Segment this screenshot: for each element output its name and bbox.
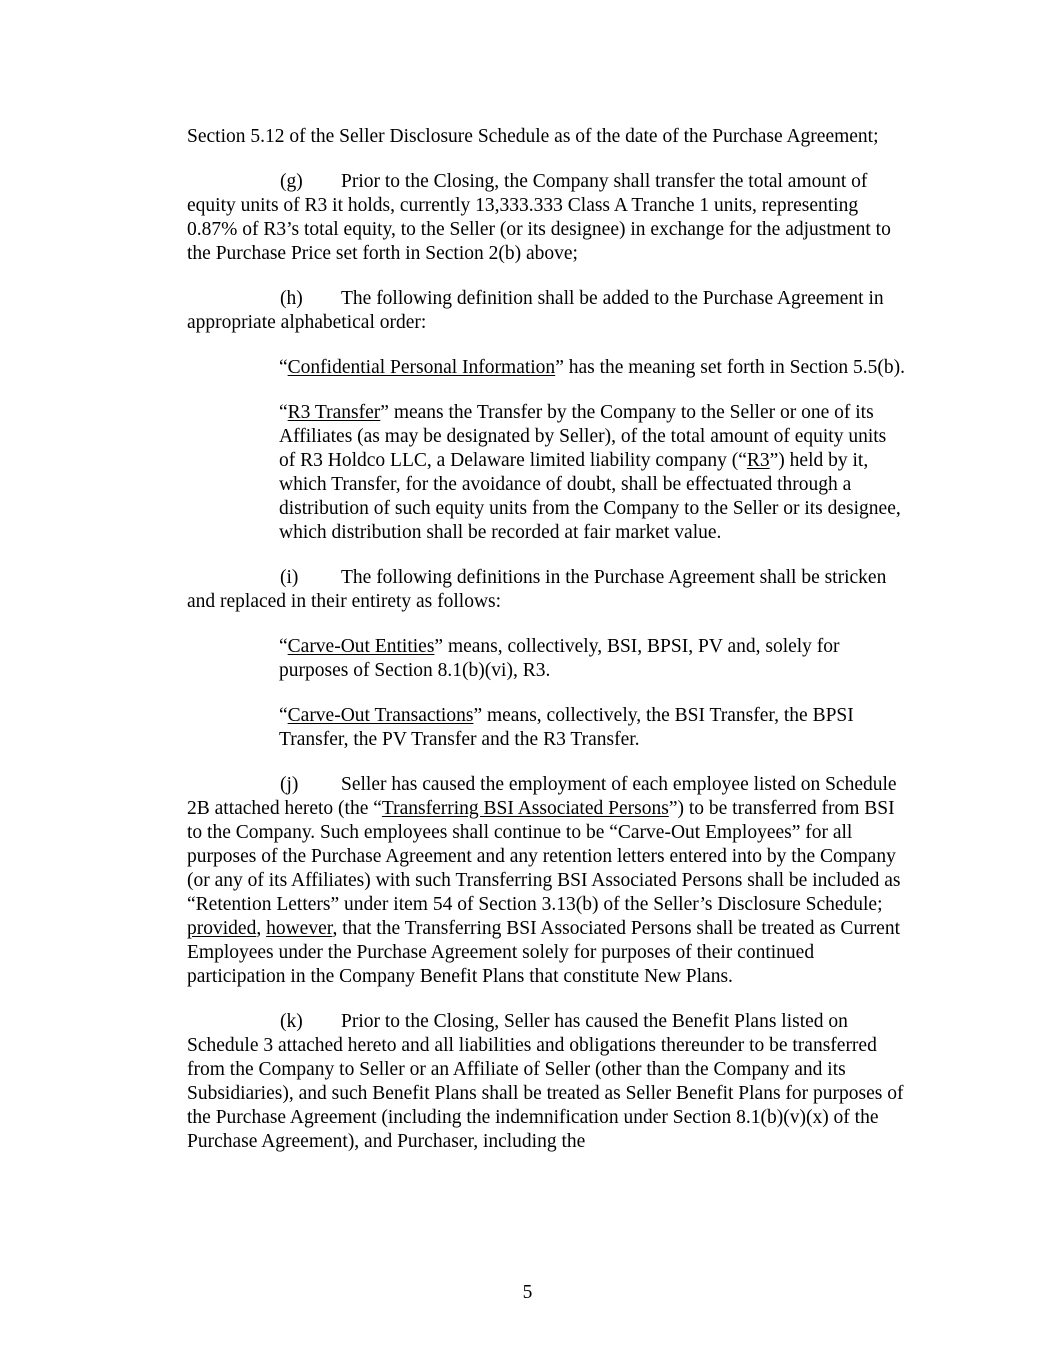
paragraph-number: (j) xyxy=(280,774,299,795)
open-quote: “ xyxy=(279,402,288,423)
paragraph-text-3: , that the Transferring BSI Associated Persons shall be treated as Current Employees under the Purchase Agreement solely for purposes of their continued participation in the Company Benefit Plans that constitute New Plans. xyxy=(187,918,901,987)
paragraph-text: Seller has caused the employment of each employee listed on Schedule 2B attached hereto (the “ xyxy=(187,774,897,819)
definition-confidential-personal-information xyxy=(279,356,907,380)
definition-carve-out-transactions xyxy=(279,704,907,752)
defined-term: Confidential Personal Information xyxy=(287,357,556,378)
definition-text: ” means, collectively, the BSI Transfer, the BPSI Transfer, the PV Transfer and the R3 Transfer. xyxy=(279,705,854,750)
paragraph-k xyxy=(187,1010,907,1154)
however-term: however xyxy=(266,918,333,939)
defined-term-r3: R3 xyxy=(746,450,770,471)
paragraph-text: Prior to the Closing, Seller has caused the Benefit Plans listed on Schedule 3 attached hereto and all liabilities and obligations thereunder to be transferred from the Company to Seller or an Affiliate of Seller (other than the Company and its Subsidiaries), and such Benefit Plans shall be treated as Seller Benefit Plans for purposes of the Purchase Agreement (including the indemnification under Section 8.1(b)(v)(x) of the Purchase Agreement), and Purchaser, including the xyxy=(187,1011,904,1152)
continuation-paragraph: Section 5.12 of the Seller Disclosure Schedule as of the date of the Purchase Agreement; xyxy=(187,126,879,147)
paragraph-i xyxy=(187,566,907,614)
definition-text: ” has the meaning set forth in Section 5.5(b). xyxy=(555,357,906,378)
paragraph-number: (k) xyxy=(280,1011,303,1032)
comma: , xyxy=(256,918,267,939)
provided-term: provided xyxy=(187,918,257,939)
defined-term: Transferring BSI Associated Persons xyxy=(381,798,669,819)
paragraph-h xyxy=(187,287,907,335)
definition-text: ” means, collectively, BSI, BPSI, PV and, solely for purposes of Section 8.1(b)(vi), R3. xyxy=(279,636,840,681)
paragraph-text: Prior to the Closing, the Company shall transfer the total amount of equity units of R3 it holds, currently 13,333.333 Class A Tranche 1 units, representing 0.87% of R3’s total equity, to the Seller (or its designee) in exchange for the adjustment to the Purchase Price set forth in Section 2(b) above; xyxy=(187,171,891,264)
page-number: 5 xyxy=(522,1282,533,1303)
paragraph-number: (g) xyxy=(280,171,303,192)
open-quote: “ xyxy=(279,705,288,726)
paragraph-number: (h) xyxy=(280,288,303,309)
definition-text-rest: ”) held by it, which Transfer, for the avoidance of doubt, shall be effectuated through a distribution of such equity units from the Company to the Seller or its designee, which distribution shall be recorded at fair market value. xyxy=(279,450,901,543)
paragraph-g xyxy=(187,170,907,266)
definition-r3-transfer xyxy=(279,401,907,545)
paragraph-text: The following definition shall be added to the Purchase Agreement in appropriate alphabetical order: xyxy=(187,288,884,333)
document-page xyxy=(187,125,907,1175)
defined-term: Carve-Out Entities xyxy=(287,636,435,657)
defined-term: Carve-Out Transactions xyxy=(287,705,474,726)
open-quote: “ xyxy=(279,357,288,378)
open-quote: “ xyxy=(279,636,288,657)
definition-carve-out-entities xyxy=(279,635,907,683)
paragraph-text-2: ”) to be transferred from BSI to the Company. Such employees shall continue to be “Carve-Out Employees” for all purposes of the Purchase Agreement and any retention letters entered into by the Company (or any of its Affiliates) with such Transferring BSI Associated Persons shall be included as “Retention Letters” under item 54 of Section 3.13(b) of the Seller’s Disclosure Schedule; xyxy=(187,798,901,915)
definition-text: ” means the Transfer by the Company to the Seller or one of its Affiliates (as may be designated by Seller), of the total amount of equity units of R3 Holdco LLC, a Delaware limited liability company (“ xyxy=(279,402,887,471)
paragraph-j xyxy=(187,773,907,989)
defined-term: R3 Transfer xyxy=(287,402,381,423)
paragraph-text: The following definitions in the Purchase Agreement shall be stricken and replaced in their entirety as follows: xyxy=(187,567,887,612)
paragraph-number: (i) xyxy=(280,567,299,588)
